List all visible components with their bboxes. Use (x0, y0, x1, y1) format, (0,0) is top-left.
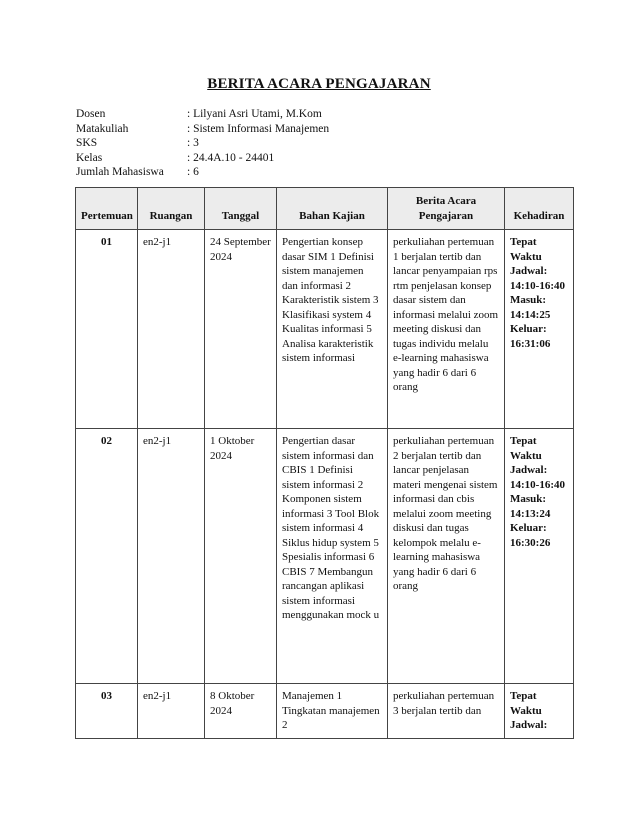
header-ruangan: Ruangan (138, 188, 205, 230)
header-pertemuan: Pertemuan (76, 188, 138, 230)
cell-kehadiran: Tepat Waktu Jadwal: (505, 684, 574, 739)
info-value: : 3 (187, 137, 199, 149)
cell-berita-acara: perkuliahan pertemuan 1 berjalan tertib dan lancar penyampaian rps rtm penjelasan konsep dasar sistem dan informasi melalui zoom meeting diskusi dan tugas individu melalu e-learning mahasiswa yang hadir 6 dari 6 orang (388, 230, 505, 429)
cell-bahan-kajian: Pengertian konsep dasar SIM 1 Definisi sistem manajemen dan informasi 2 Karakteristik sistem 3 Klasifikasi system 4 Kualitas informasi 5 Analisa karakteristik sistem informasi (277, 230, 388, 429)
cell-kehadiran: Tepat Waktu Jadwal: 14:10-16:40 Masuk: 14:14:25 Keluar: 16:31:06 (505, 230, 574, 429)
info-row-jumlah-mahasiswa (76, 165, 329, 180)
info-label: Kelas (76, 151, 103, 164)
cell-ruangan: en2-j1 (138, 684, 205, 739)
cell-kehadiran: Tepat Waktu Jadwal: 14:10-16:40 Masuk: 14:13:24 Keluar: 16:30:26 (505, 429, 574, 684)
cell-pertemuan: 02 (76, 429, 138, 684)
header-kehadiran: Kehadiran (505, 188, 574, 230)
info-row-kelas (76, 151, 329, 166)
bap-table (75, 187, 574, 739)
cell-berita-acara: perkuliahan pertemuan 2 berjalan tertib dan lancar penjelasan materi mengenai sistem informasi dan cbis melalui zoom meeting diskusi dan tugas kelompok melalu e-learning mahasiswa yang hadir 6 dari 6 orang (388, 429, 505, 684)
cell-pertemuan: 03 (76, 684, 138, 739)
info-value: : 6 (187, 166, 199, 178)
cell-tanggal: 8 Oktober 2024 (205, 684, 277, 739)
info-row-dosen (76, 107, 329, 122)
info-label: SKS (76, 137, 98, 149)
page-title: BERITA ACARA PENGAJARAN (207, 76, 431, 92)
cell-tanggal: 1 Oktober 2024 (205, 429, 277, 684)
info-label: Jumlah Mahasiswa (76, 166, 164, 178)
table-row (76, 429, 574, 684)
table-header-row (76, 188, 574, 230)
table-row (76, 684, 574, 739)
cell-tanggal: 24 September 2024 (205, 230, 277, 429)
cell-berita-acara: perkuliahan pertemuan 3 berjalan tertib dan (388, 684, 505, 739)
info-row-matakuliah (76, 122, 329, 137)
info-label: Matakuliah (76, 122, 129, 135)
info-value: : Lilyani Asri Utami, M.Kom (187, 108, 322, 120)
cell-ruangan: en2-j1 (138, 429, 205, 684)
header-bahan-kajian: Bahan Kajian (277, 188, 388, 230)
cell-ruangan: en2-j1 (138, 230, 205, 429)
info-value: : 24.4A.10 - 24401 (187, 151, 275, 164)
cell-pertemuan: 01 (76, 230, 138, 429)
info-row-sks (76, 136, 329, 151)
cell-bahan-kajian: Manajemen 1 Tingkatan manajemen 2 (277, 684, 388, 739)
info-label: Dosen (76, 108, 106, 120)
info-value: : Sistem Informasi Manajemen (187, 122, 330, 135)
header-berita-acara: Berita Acara Pengajaran (388, 188, 505, 230)
table-row (76, 230, 574, 429)
info-block (76, 107, 329, 180)
header-tanggal: Tanggal (205, 188, 277, 230)
cell-bahan-kajian: Pengertian dasar sistem informasi dan CBIS 1 Definisi sistem informasi 2 Komponen sistem informasi 3 Tool Blok sistem informasi 4 Siklus hidup system 5 Spesialis informasi 6 CBIS 7 Membangun rancangan aplikasi sistem informasi menggunakan mock u (277, 429, 388, 684)
